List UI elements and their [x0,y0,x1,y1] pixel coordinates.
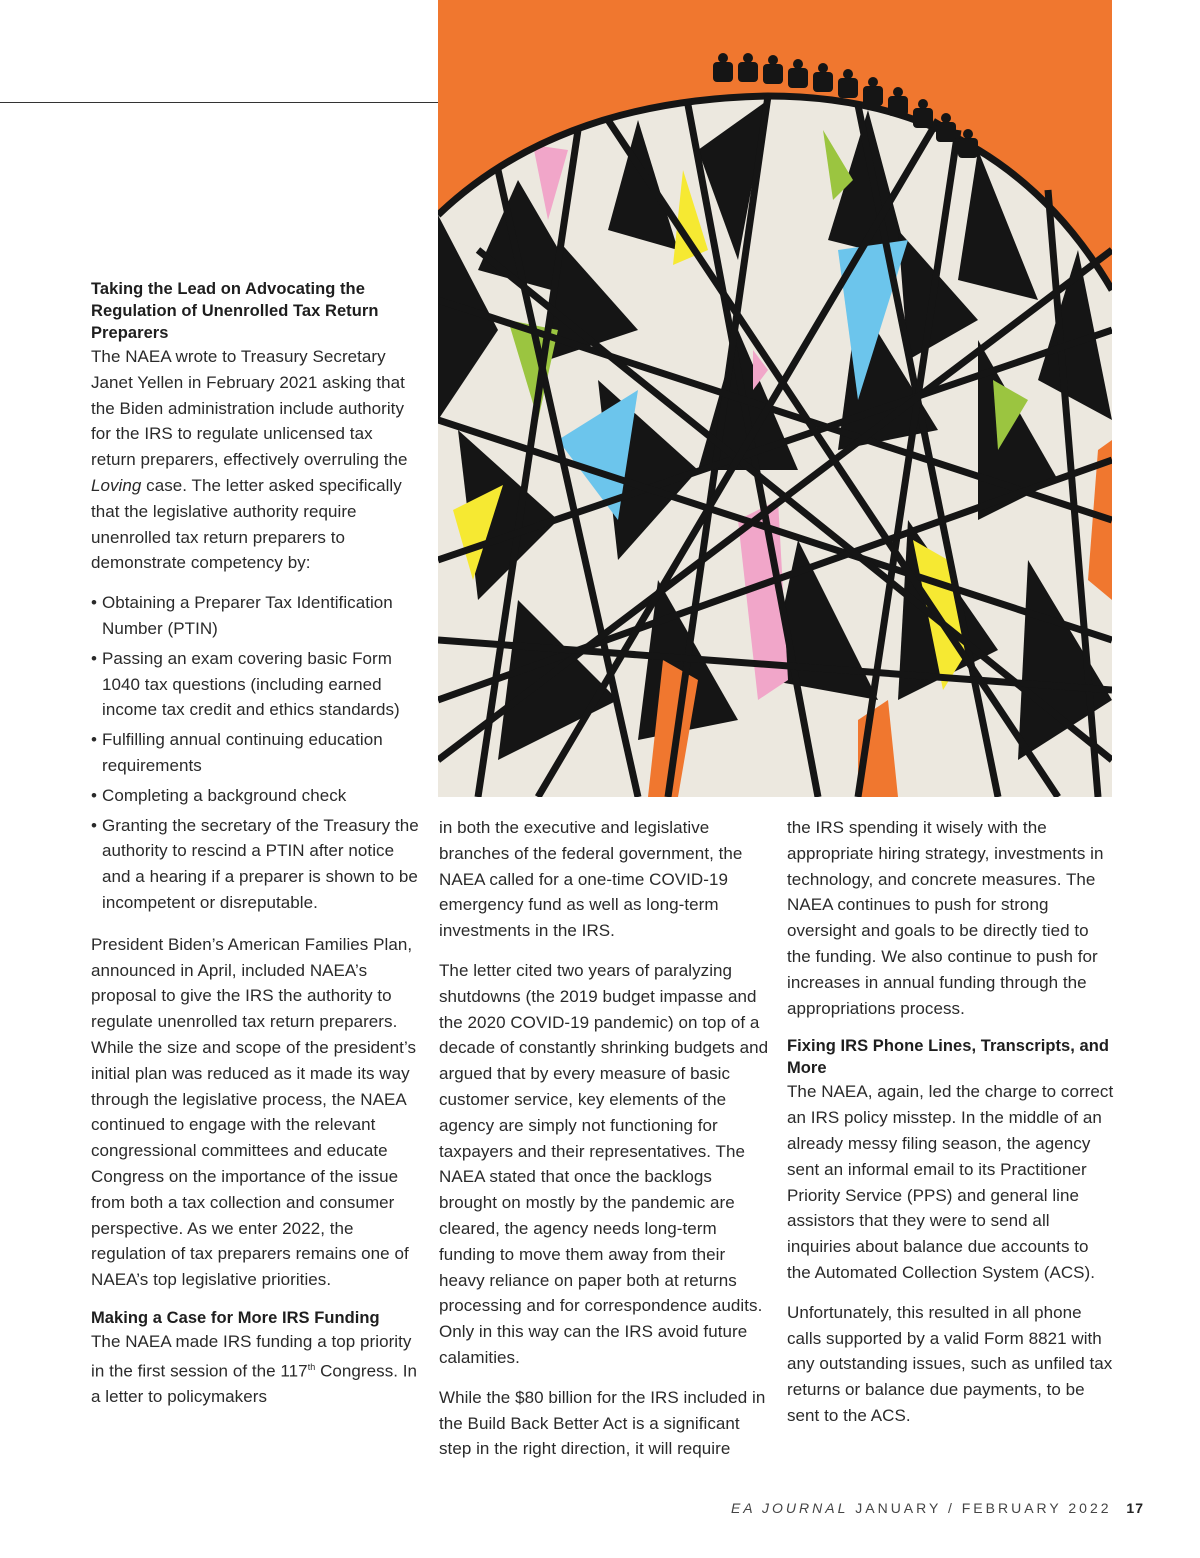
header-rule [0,102,438,103]
list-item: • Fulfilling annual continuing education requirements [91,727,421,779]
list-item: • Obtaining a Preparer Tax Identification Number (PTIN) [91,590,421,642]
paragraph-yellen-letter: The NAEA wrote to Treasury Secretary Janet Yellen in February 2021 asking that the Biden administration include authority for the IRS to regulate unlicensed tax return preparers, effectively overruling the Loving case. The letter asked specifically that the legislative authority require unenrolled tax return preparers to demonstrate competency by: [91,347,408,573]
paragraph-families-plan: President Biden’s American Families Plan, announced in April, included NAEA’s proposal to give the IRS the authority to regulate unenrolled tax return preparers. While the size and scope of the president’s initial plan was reduced as it made its way through the legislative process, the NAEA continued to engage with the relevant congressional committees and educate Congress on the importance of the issue from both a tax collection and consumer perspective. As we enter 2022, the regulation of tax preparers remains one of NAEA’s top legislative priorities. [91,934,417,1290]
issue-date: JANUARY / FEBRUARY 2022 [855,1500,1112,1516]
heading-unenrolled-preparers: Taking the Lead on Advocating the Regulation of Unenrolled Tax Return Preparers [91,280,379,342]
paragraph-shutdowns: The letter cited two years of paralyzing shutdowns (the 2019 budget impasse and the 2020 COVID-19 pandemic) on top of a decade of constantly shrinking budgets and argued that by every measure of basic customer service, key elements of the agency are simply not functioning for taxpayers and their representatives. The NAEA stated that once the backlogs brought on mostly by the pandemic are cleared, the agency needs long-term funding to move them away from their heavy reliance on paper both at returns processing and for correspondence audits. Only in this way can the IRS avoid future calamities. [439,960,769,1367]
ordinal-suffix: th [307,1361,316,1372]
roller-coaster-illustration [438,0,1112,797]
paragraph-spending-wisely: the IRS spending it wisely with the appropriate hiring strategy, investments in technology, and concrete measures. The NAEA continues to push for strong oversight and goals to be directly tied to the funding. We also continue to push for increases in annual funding through the appropriations process. [787,818,1104,1018]
list-item: • Passing an exam covering basic Form 1040 tax questions (including earned income tax credit and ethics standards) [91,646,421,723]
heading-phone-lines: Fixing IRS Phone Lines, Transcripts, and More [787,1037,1109,1078]
heading-irs-funding: Making a Case for More IRS Funding [91,1308,380,1327]
column-3 [787,815,1117,1443]
magazine-name: EA JOURNAL [730,1500,849,1516]
page-footer [731,1500,1144,1516]
list-item: • Granting the secretary of the Treasury the authority to rescind a PTIN after notice and a hearing if a preparer is shown to be incompetent or disreputable. [91,813,421,916]
case-name: Loving [91,475,142,495]
competency-list [91,590,421,916]
paragraph-funding-priority: The NAEA made IRS funding a top priority in the first session of the 117th Congress. In a letter to policymakers [91,1331,418,1407]
paragraph-acs-calls: Unfortunately, this resulted in all phone calls supported by a valid Form 8821 with any outstanding issues, such as unfiled tax returns or balance due payments, to be sent to the ACS. [787,1302,1113,1425]
paragraph-covid-fund: in both the executive and legislative branches of the federal government, the NAEA called for a one-time COVID-19 emergency fund as well as long-term investments in the IRS. [439,818,743,941]
column-1 [91,278,421,1424]
paragraph-build-back-better: While the $80 billion for the IRS included in the Build Back Better Act is a significant step in the right direction, it will require [439,1387,766,1459]
column-2 [439,815,769,1476]
page-number: 17 [1126,1500,1144,1516]
paragraph-policy-misstep: The NAEA, again, led the charge to correct an IRS policy misstep. In the middle of an already messy filing season, the agency sent an informal email to its Practitioner Priority Service (PPS) and general line assistors that they were to send all inquiries about balance due accounts to the Automated Collection System (ACS). [787,1082,1114,1282]
list-item: • Completing a background check [91,783,421,809]
